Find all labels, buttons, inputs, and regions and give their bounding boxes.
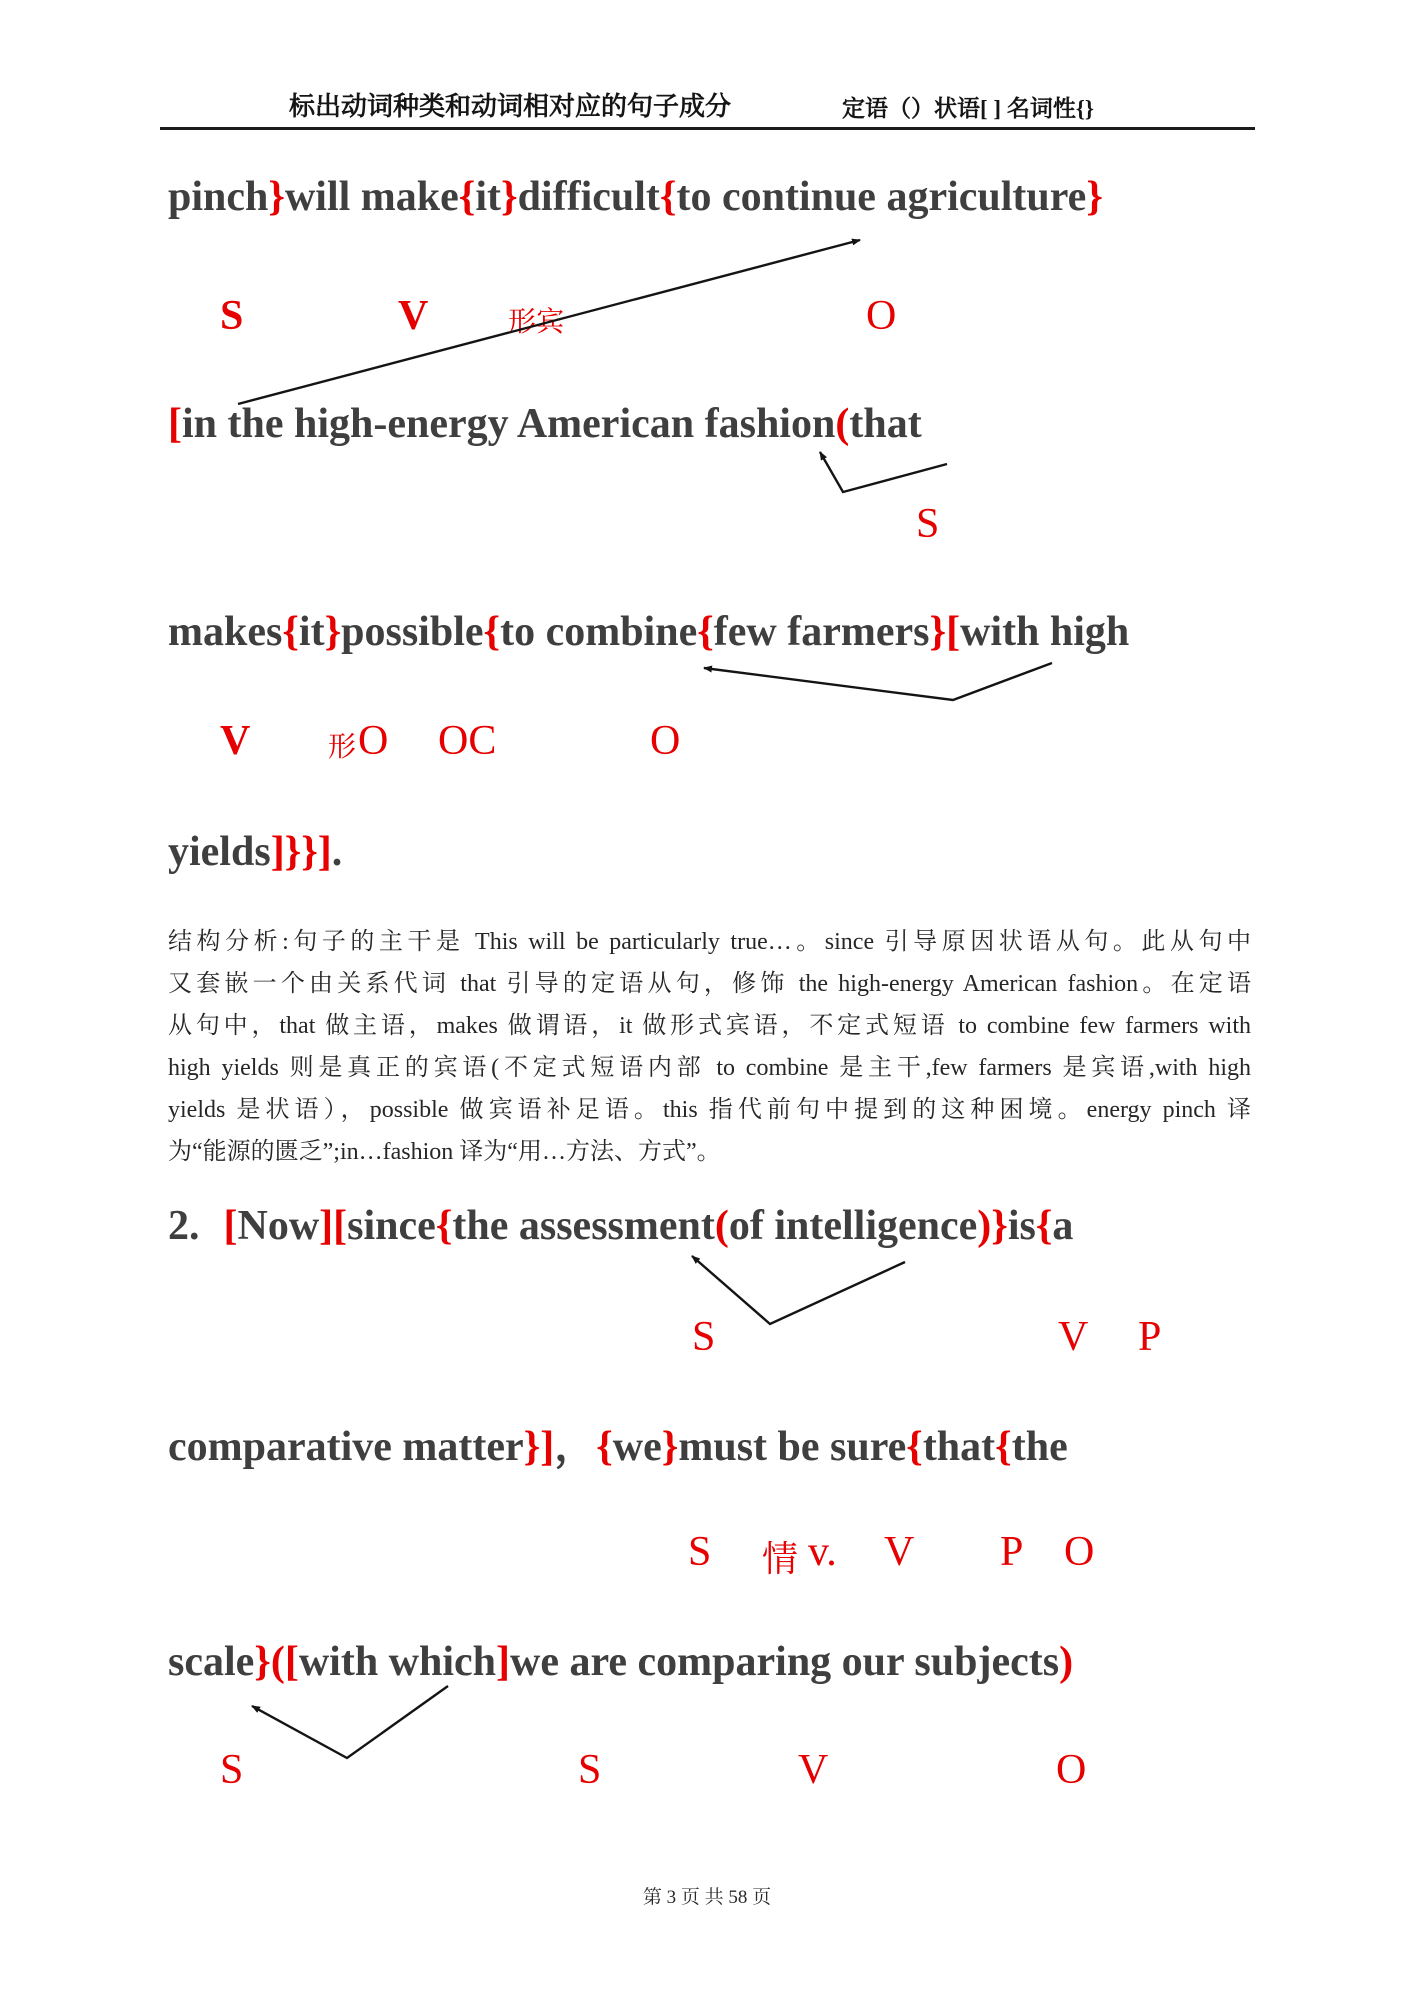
text-segment: the bbox=[1011, 1424, 1068, 1470]
text-segment: possible bbox=[341, 609, 484, 655]
paren: ( bbox=[714, 1203, 729, 1249]
sentence2-line2 bbox=[168, 1426, 1068, 1468]
text-segment: a bbox=[1052, 1203, 1074, 1249]
header-legend: 定语（）状语[ ] 名词性{} bbox=[842, 96, 1094, 121]
paragraph-line: 从句中，that 做主语，makes 做谓语，it 做形式宾语，不定式短语 to combine few farmers with bbox=[168, 1013, 1251, 1039]
label-object: O bbox=[650, 718, 681, 764]
label-object: O bbox=[1064, 1529, 1095, 1575]
brace: { bbox=[435, 1203, 453, 1249]
arrow-bent-to-fashion bbox=[820, 452, 947, 492]
brace: } bbox=[324, 609, 342, 655]
text-segment: difficult bbox=[517, 174, 660, 220]
arrow-bent-to-combine bbox=[704, 663, 1052, 700]
bracket: [ bbox=[223, 1203, 238, 1249]
header-instruction: 标出动词种类和动词相对应的句子成分 bbox=[289, 92, 732, 121]
bracket: [ bbox=[946, 609, 961, 655]
brace: { bbox=[458, 174, 476, 220]
brackets: ]}}] bbox=[270, 829, 332, 875]
text-segment: it bbox=[475, 174, 501, 220]
text-segment: few farmers bbox=[713, 609, 930, 655]
brace: } bbox=[929, 609, 947, 655]
label-xing: 形 bbox=[328, 732, 357, 763]
label-verb: V bbox=[1058, 1314, 1089, 1360]
text-segment: with high bbox=[960, 609, 1130, 655]
brace: { bbox=[483, 609, 501, 655]
text-segment: comparative matter bbox=[168, 1424, 524, 1470]
bracket: [ bbox=[168, 401, 182, 447]
brace: { bbox=[697, 609, 714, 655]
sentence1-line1 bbox=[168, 176, 1103, 218]
sentence2-line1 bbox=[168, 1205, 1073, 1247]
brace: } bbox=[1086, 174, 1103, 220]
arrow-bent-to-assessment bbox=[692, 1256, 905, 1324]
label-verb: V bbox=[398, 293, 429, 339]
text-segment: will make bbox=[284, 174, 459, 220]
text-segment: makes bbox=[168, 609, 283, 655]
arrow-bent-to-scale bbox=[252, 1686, 448, 1758]
label-subject: S bbox=[916, 501, 940, 547]
text-segment: in the high-energy American fashion bbox=[182, 401, 836, 447]
text-segment: Now bbox=[237, 1203, 320, 1249]
paragraph-line: 为“能源的匮乏”;in…fashion 译为“用…方法、方式”。 bbox=[168, 1139, 721, 1165]
label-object: O bbox=[1056, 1747, 1087, 1793]
text-segment: scale bbox=[168, 1639, 255, 1685]
brace: { bbox=[906, 1424, 923, 1470]
bracket: ] bbox=[496, 1639, 511, 1685]
label-subject: S bbox=[220, 1747, 244, 1793]
text-segment: we are comparing our subjects bbox=[510, 1639, 1060, 1685]
brace: } bbox=[501, 174, 518, 220]
brace: } bbox=[268, 174, 285, 220]
brace: { bbox=[659, 174, 677, 220]
text-segment: that bbox=[922, 1424, 996, 1470]
text-segment: of intelligence bbox=[728, 1203, 978, 1249]
label-verb: V bbox=[798, 1747, 829, 1793]
sentence1-line3 bbox=[168, 611, 1129, 653]
text-segment: pinch bbox=[168, 174, 269, 220]
label-object: O bbox=[866, 293, 897, 339]
brackets: ][ bbox=[319, 1203, 348, 1249]
text-segment: yields bbox=[168, 829, 271, 875]
paragraph-line: high yields 则是真正的宾语(不定式短语内部 to combine 是主干,few farmers 是宾语,with high bbox=[168, 1055, 1251, 1081]
label-modal-v: v. bbox=[808, 1529, 837, 1575]
text-segment: it bbox=[298, 609, 325, 655]
text-segment: must be sure bbox=[678, 1424, 907, 1470]
brace: } bbox=[661, 1424, 679, 1470]
brace: { bbox=[1035, 1203, 1053, 1249]
label-subject: S bbox=[578, 1747, 602, 1793]
comma: ， bbox=[554, 1424, 597, 1470]
label-subject: S bbox=[692, 1314, 716, 1360]
label-verb: V bbox=[884, 1529, 915, 1575]
label-object: O bbox=[358, 718, 389, 764]
label-xingbin: 形宾 bbox=[508, 307, 565, 338]
brace-paren-bracket: }([ bbox=[254, 1639, 299, 1685]
text-segment: to combine bbox=[500, 609, 698, 655]
text-segment: we bbox=[612, 1424, 662, 1470]
paragraph-line: 结构分析:句子的主干是 This will be particularly true…。since 引导原因状语从句。此从句中 bbox=[168, 929, 1251, 955]
text-segment: with which bbox=[298, 1639, 497, 1685]
analysis-paragraph bbox=[168, 921, 1251, 1173]
item-number: 2. bbox=[168, 1203, 200, 1249]
paragraph-line: yields 是状语），possible 做宾语补足语。this 指代前句中提到的这种困境。energy pinch 译 bbox=[168, 1097, 1251, 1123]
sentence2-line3 bbox=[168, 1641, 1073, 1683]
text-segment: the assessment bbox=[452, 1203, 715, 1249]
sentence1-line4 bbox=[168, 831, 342, 873]
text-segment: is bbox=[1007, 1203, 1036, 1249]
sentence1-line2 bbox=[168, 403, 922, 445]
period: . bbox=[331, 829, 343, 875]
label-verb: V bbox=[220, 718, 251, 764]
paren: ) bbox=[1059, 1639, 1074, 1685]
label-subject: S bbox=[688, 1529, 712, 1575]
page-number: 第 3 页 共 58 页 bbox=[642, 1887, 772, 1908]
header-rule bbox=[160, 127, 1255, 130]
label-predicative: P bbox=[1000, 1529, 1024, 1575]
brace: { bbox=[282, 609, 299, 655]
text-segment: that bbox=[849, 401, 922, 447]
brace: { bbox=[995, 1424, 1012, 1470]
label-modal: 情 bbox=[762, 1539, 799, 1579]
text-segment: to continue agriculture bbox=[676, 174, 1087, 220]
paragraph-line: 又套嵌一个由关系代词 that 引导的定语从句，修饰 the high-energy American fashion。在定语 bbox=[168, 971, 1251, 997]
label-subject: S bbox=[220, 293, 244, 339]
paren: ( bbox=[835, 401, 850, 447]
brace: { bbox=[596, 1424, 613, 1470]
paren-brace: )} bbox=[977, 1203, 1008, 1249]
brace-bracket: }] bbox=[523, 1424, 555, 1470]
label-predicative: P bbox=[1138, 1314, 1162, 1360]
text-segment: since bbox=[347, 1203, 436, 1249]
label-object-complement: OC bbox=[438, 718, 497, 764]
